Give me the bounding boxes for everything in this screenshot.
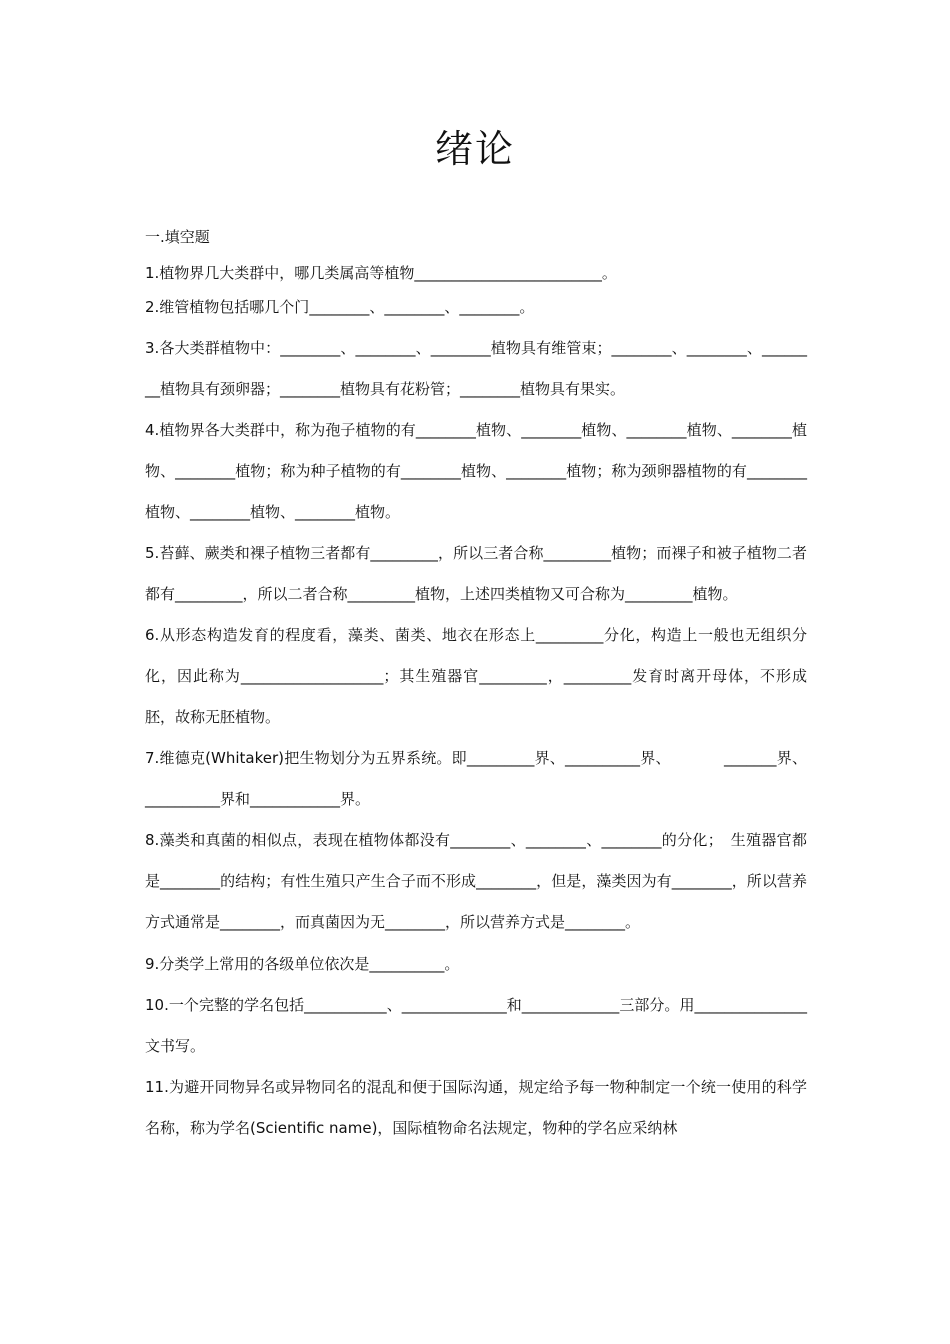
- question-8: 8.藻类和真菌的相似点，表现在植物体都没有________、________、________的分化； 生殖器官都是________的结构；有性生殖只产生合子而不形成________，但是，藻类因为有________，所以营养方式通常是________，而真菌因为无________，所以营养方式是________。: [145, 831, 807, 931]
- question-9: 9.分类学上常用的各级单位依次是__________。: [145, 955, 460, 973]
- question-4: 4.植物界各大类群中，称为孢子植物的有________植物、________植物、________植物、________植物、________植物；称为种子植物的有________植物、________植物；称为颈卵器植物的有________植物、________植物、________植物。: [145, 421, 807, 521]
- question-5: 5.苔藓、蕨类和裸子植物三者都有_________，所以三者合称_________植物；而裸子和被子植物二者都有_________，所以二者合称_________植物，上述四类植物又可合称为_________植物。: [145, 544, 807, 603]
- question-6: 6.从形态构造发育的程度看，藻类、菌类、地衣在形态上_________分化，构造上一般也无组织分化，因此称为___________________；其生殖器官_________，_________发育时离开母体，不形成胚，故称无胚植物。: [145, 626, 807, 726]
- question-11: 11.为避开同物异名或异物同名的混乱和便于国际沟通，规定给予每一物种制定一个统一使用的科学名称，称为学名(Scientific name)，国际植物命名法规定，物种的学名应采纳林: [145, 1078, 807, 1137]
- question-7: 7.维德克(Whitaker)把生物划分为五界系统。即_________界、__________界、 _______界、__________界和____________界。: [145, 749, 807, 808]
- document-body: [145, 224, 807, 1149]
- question-10: 10.一个完整的学名包括___________、______________和_____________三部分。用_______________文书写。: [145, 996, 807, 1055]
- section-heading: 一.填空题: [145, 228, 210, 246]
- question-3: 3.各大类群植物中：________、________、________植物具有维管束；________、________、________植物具有颈卵器；________植物具有花粉管；________植物具有果实。: [145, 339, 807, 398]
- question-1: 1.植物界几大类群中，哪几类属高等植物_________________________。: [145, 264, 617, 282]
- page-title: 绪论: [434, 127, 515, 171]
- question-2: 2.维管植物包括哪几个门________、________、________。: [145, 298, 535, 316]
